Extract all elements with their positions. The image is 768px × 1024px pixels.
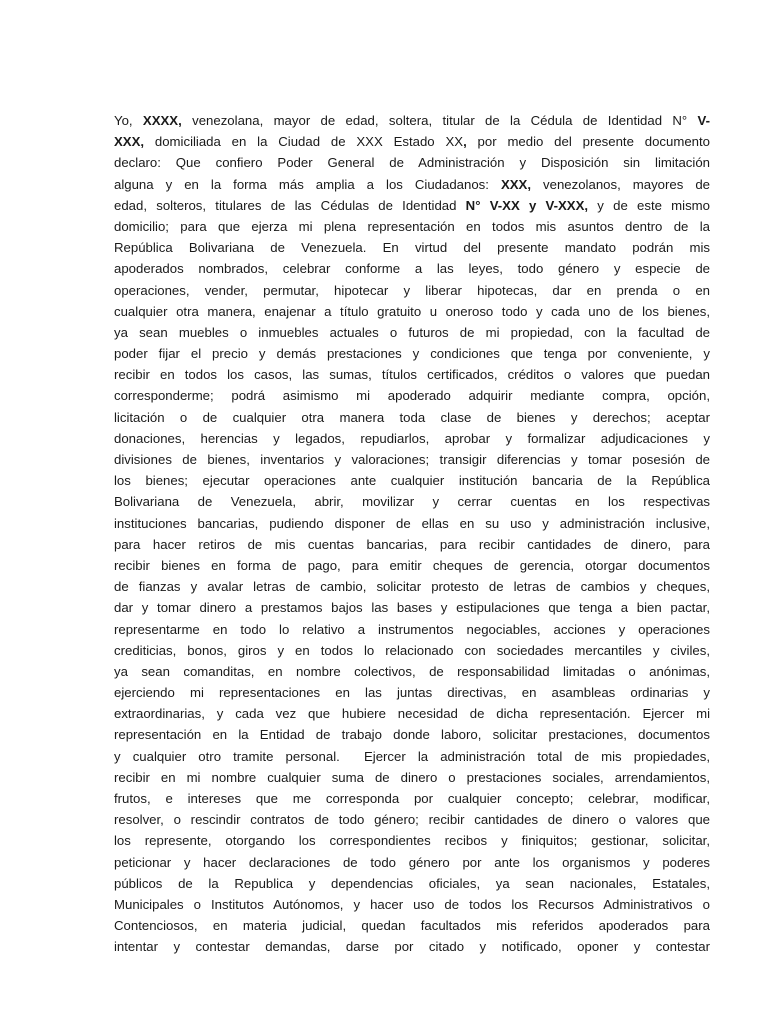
text-segment: venezolanos, mayores de: [531, 176, 710, 192]
text-segment: domicilio; para que ejerza mi plena representación en todos mis asuntos dentro de la: [114, 218, 710, 234]
text-segment: recibir bienes en forma de pago, para emitir cheques de gerencia, otorgar documentos: [114, 557, 710, 573]
text-segment: y cualquier otro tramite personal. Ejercer la administración total de mis propiedades,: [114, 748, 710, 764]
text-line: [114, 852, 710, 873]
text-line: [114, 576, 710, 597]
text-segment: de fianzas y avalar letras de cambio, solicitar protesto de letras de cambios y cheques,: [114, 579, 710, 595]
text-line: [114, 703, 710, 724]
text-segment: ya sean muebles o inmuebles actuales o futuros de mi propiedad, con la facultad de: [114, 324, 710, 340]
text-line: [114, 724, 710, 745]
text-line: [114, 619, 710, 640]
text-segment: edad, solteros, titulares de las Cédulas de Identidad: [114, 197, 466, 213]
text-segment: los represente, otorgando los correspondientes recibos y finiquitos; gestionar, solicitar,: [114, 833, 710, 849]
text-segment: poder fijar el precio y demás prestaciones y condiciones que tenga por conveniente, y: [114, 346, 710, 362]
text-line: [114, 258, 710, 279]
text-segment: recibir en todos los casos, las sumas, títulos certificados, créditos o valores que puedan: [114, 367, 710, 383]
text-segment: representarme en todo lo relativo a instrumentos negociables, acciones y operaciones: [114, 621, 710, 637]
text-segment: alguna y en la forma más amplia a los Ciudadanos:: [114, 176, 501, 192]
text-line: [114, 216, 710, 237]
text-segment: Municipales o Institutos Autónomos, y hacer uso de todos los Recursos Administrativos o: [114, 896, 710, 912]
text-segment: frutos, e intereses que me corresponda por cualquier concepto; celebrar, modificar,: [114, 791, 710, 806]
text-line: [114, 131, 710, 152]
text-segment: dar y tomar dinero a prestamos bajos las bases y estipulaciones que tenga a bien pactar,: [114, 600, 710, 616]
text-segment: ejerciendo mi representaciones en las juntas directivas, en asambleas ordinarias y: [114, 685, 710, 701]
text-line: [114, 428, 710, 449]
text-segment: ya sean comanditas, en nombre colectivos, de responsabilidad limitadas o anónimas,: [114, 663, 710, 679]
bold-text-segment: XXX,: [500, 176, 532, 192]
text-segment: República Bolivariana de Venezuela. En virtud del presente mandato podrán mis: [114, 240, 710, 256]
text-segment: crediticias, bonos, giros y en todos lo relacionado con sociedades mercantiles y civiles,: [114, 642, 710, 658]
bold-text-segment: N° V-XX y V-XXX,: [465, 197, 589, 213]
text-line: [114, 746, 710, 767]
text-line: [114, 534, 710, 555]
text-segment: instituciones bancarias, pudiendo disponer de ellas en su uso y administración inclusive,: [114, 515, 710, 531]
bold-text-segment: XXXX,: [142, 113, 182, 128]
text-segment: declaro: Que confiero Poder General de Administración y Disposición sin limitación: [114, 155, 710, 171]
text-line: [114, 152, 710, 173]
text-segment: extraordinarias, y cada vez que hubiere necesidad de dicha representación. Ejercer mi: [114, 706, 710, 722]
text-segment: apoderados nombrados, celebrar conforme a las leyes, todo género y especie de: [114, 261, 710, 277]
text-segment: corresponderme; podrá asimismo mi apoderado adquirir mediante compra, opción,: [114, 388, 710, 404]
text-line: [114, 894, 710, 915]
text-segment: públicos de la Republica y dependencias oficiales, ya sean nacionales, Estatales,: [114, 875, 710, 891]
text-line: [114, 767, 710, 788]
text-line: [114, 640, 710, 661]
text-line: [114, 915, 710, 936]
text-segment: Yo,: [114, 113, 143, 128]
text-line: [114, 280, 710, 301]
text-segment: cualquier otra manera, enajenar a título gratuito u oneroso todo y cada uno de los bienes,: [114, 303, 710, 319]
bold-text-segment: XXX,: [114, 134, 145, 150]
text-line: [114, 449, 710, 470]
text-line: [114, 195, 710, 216]
text-line: [114, 407, 710, 428]
text-segment: divisiones de bienes, inventarios y valoraciones; transigir diferencias y tomar posesión de: [114, 452, 710, 467]
text-segment: para hacer retiros de mis cuentas bancarias, para recibir cantidades de dinero, para: [114, 536, 710, 552]
text-segment: resolver, o rescindir contratos de todo género; recibir cantidades de dinero o valores que: [114, 812, 710, 828]
text-segment: y de este mismo: [588, 197, 710, 213]
text-line: [114, 597, 710, 618]
text-line: [114, 364, 710, 385]
text-line: [114, 385, 710, 406]
text-segment: licitación o de cualquier otra manera toda clase de bienes y derechos; aceptar: [114, 409, 710, 425]
text-segment: los bienes; ejecutar operaciones ante cualquier institución bancaria de la República: [114, 473, 710, 489]
text-segment: operaciones, vender, permutar, hipotecar y liberar hipotecas, dar en prenda o en: [114, 282, 710, 298]
text-line: [114, 513, 710, 534]
text-segment: Bolivariana de Venezuela, abrir, movilizar y cerrar cuentas en los respectivas: [114, 494, 710, 510]
text-line: [114, 788, 710, 809]
text-line: [114, 809, 710, 830]
text-line: [114, 301, 710, 322]
bold-text-segment: ,: [463, 134, 467, 150]
text-line: [114, 555, 710, 576]
text-segment: peticionar y hacer declaraciones de todo género por ante los organismos y poderes: [114, 854, 710, 870]
text-line: [114, 343, 710, 364]
text-segment: recibir en mi nombre cualquier suma de dinero o prestaciones sociales, arrendamientos,: [114, 769, 710, 785]
text-line: [114, 682, 710, 703]
text-segment: por medio del presente documento: [466, 134, 710, 150]
bold-text-segment: V-: [697, 113, 710, 128]
text-segment: domiciliada en la Ciudad de XXX Estado XX: [144, 134, 464, 150]
text-line: [114, 110, 710, 131]
text-segment: Contenciosos, en materia judicial, quedan facultados mis referidos apoderados para: [114, 918, 710, 934]
text-line: [114, 322, 710, 343]
power-of-attorney-body: [114, 110, 710, 958]
text-segment: intentar y contestar demandas, darse por citado y notificado, oponer y contestar: [114, 939, 710, 955]
text-line: [114, 237, 710, 258]
text-line: [114, 470, 710, 491]
text-line: [114, 491, 710, 512]
text-line: [114, 873, 710, 894]
text-line: [114, 936, 710, 957]
text-line: [114, 830, 710, 851]
text-line: [114, 661, 710, 682]
text-segment: representación en la Entidad de trabajo donde laboro, solicitar prestaciones, documentos: [114, 727, 710, 743]
text-line: [114, 174, 710, 195]
text-segment: venezolana, mayor de edad, soltera, titular de la Cédula de Identidad N°: [181, 113, 698, 128]
text-segment: donaciones, herencias y legados, repudiarlos, aprobar y formalizar adjudicaciones y: [114, 430, 710, 446]
